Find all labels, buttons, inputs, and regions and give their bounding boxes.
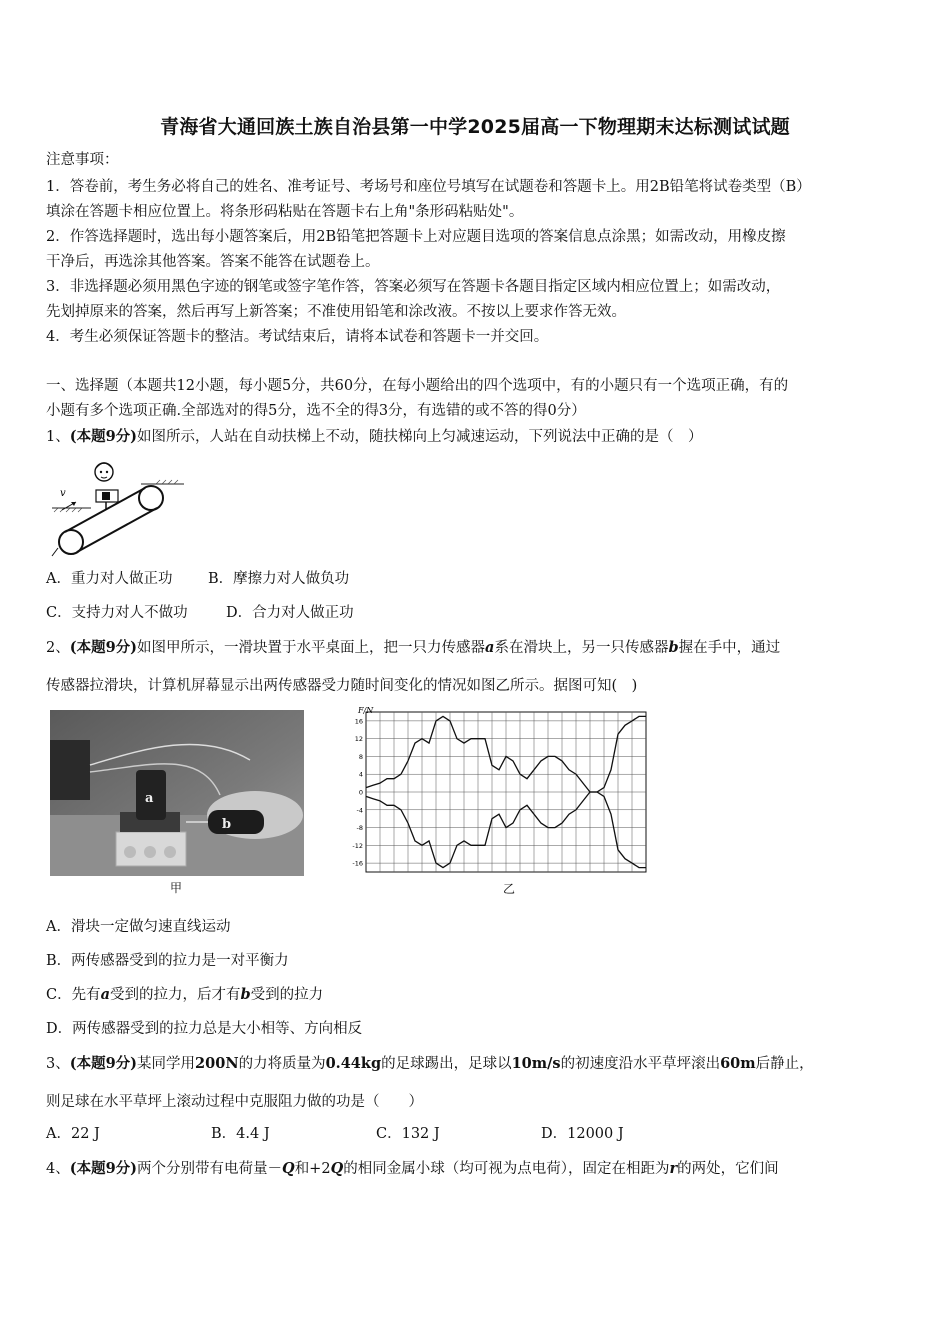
question-3-number: 3、 bbox=[46, 1056, 70, 1072]
question-1-stem bbox=[46, 427, 908, 447]
q1-option-d[interactable]: D．合力对人做正功 bbox=[226, 605, 354, 621]
question-3-score: (本题9分) bbox=[69, 1055, 138, 1072]
sensor-b-label: b bbox=[222, 817, 232, 832]
chart-tick-label: -12 bbox=[352, 841, 363, 850]
velocity-label: v bbox=[60, 488, 66, 499]
hatching-right bbox=[156, 480, 178, 484]
block-hole-1 bbox=[124, 846, 136, 858]
q4-charge-2: Q bbox=[330, 1160, 344, 1177]
person-torso bbox=[102, 492, 110, 500]
chart-y-axis-label: F/N bbox=[358, 706, 374, 715]
question-4-stem-line-1 bbox=[46, 1159, 908, 1179]
notice-line-6: 先划掉原来的答案，然后再写上新答案；不准使用铅笔和涂改液。不按以上要求作答无效。 bbox=[46, 304, 626, 320]
q3-text-5: 后静止， bbox=[755, 1056, 814, 1072]
question-2-number: 2、 bbox=[46, 640, 70, 656]
q2-option-c-text-2: 受到的拉力，后才有 bbox=[110, 987, 241, 1003]
caption-jia: 甲 bbox=[170, 881, 183, 895]
caption-yi: 乙 bbox=[503, 882, 516, 896]
q2-option-c-text-3: 受到的拉力 bbox=[250, 987, 324, 1003]
q1-option-b[interactable]: B．摩擦力对人做负功 bbox=[208, 571, 350, 587]
q3-option-a[interactable]: A．22 J bbox=[46, 1126, 100, 1142]
q2-option-c-symbol-a: a bbox=[100, 986, 111, 1003]
question-3-stem-line-1 bbox=[46, 1054, 908, 1074]
sensor-a-symbol: a bbox=[485, 639, 495, 656]
q4-text-4: 的两处，它们间 bbox=[677, 1161, 779, 1177]
question-2-score: (本题9分) bbox=[69, 639, 138, 656]
photo-jia bbox=[50, 710, 304, 876]
chart-y-ticks bbox=[352, 717, 363, 867]
page-title: 青海省大通回族土族自治县第一中学2025届高一下物理期末达标测试试题 bbox=[160, 116, 790, 138]
question-2-text-2: 系在滑块上，另一只传感器 bbox=[494, 640, 669, 656]
notice-heading: 注意事项： bbox=[46, 152, 119, 168]
chart-tick-label: 16 bbox=[354, 717, 363, 726]
q3-mass-value: 0.44kg bbox=[325, 1055, 382, 1072]
q3-text-3: 的足球踢出，足球以 bbox=[381, 1056, 512, 1072]
chart-tick-label: -16 bbox=[352, 859, 363, 868]
block-hole-3 bbox=[164, 846, 176, 858]
chart-tick-label: -8 bbox=[356, 824, 363, 833]
notice-line-4: 干净后，再选涂其他答案。答案不能答在试题卷上。 bbox=[46, 254, 380, 270]
q2-option-a[interactable]: A．滑块一定做匀速直线运动 bbox=[46, 919, 231, 935]
q4-text-1: 两个分别带有电荷量－ bbox=[137, 1161, 283, 1177]
question-3-stem-line-2: 则足球在水平草坪上滚动过程中克服阻力做的功是（ ） bbox=[46, 1094, 423, 1110]
q4-text-3: 的相同金属小球（均可视为点电荷），固定在相距为 bbox=[343, 1161, 670, 1177]
q2-option-c-symbol-b: b bbox=[240, 986, 251, 1003]
person-eye-right bbox=[106, 471, 108, 473]
question-2-stem-line-2: 传感器拉滑块，计算机屏幕显示出两传感器受力随时间变化的情况如图乙所示。据图可知( ) bbox=[46, 678, 638, 694]
chart-tick-label: 8 bbox=[358, 752, 363, 761]
force-time-chart bbox=[340, 704, 652, 876]
notice-line-2: 填涂在答题卡相应位置上。将条形码粘贴在答题卡右上角"条形码粘贴处"。 bbox=[46, 204, 524, 220]
q1-option-a[interactable]: A．重力对人做正功 bbox=[46, 571, 173, 587]
q3-speed-value: 10m/s bbox=[511, 1055, 561, 1072]
chart-grid bbox=[366, 712, 646, 872]
question-4-number: 4、 bbox=[46, 1161, 70, 1177]
chart-tick-label: 4 bbox=[358, 770, 363, 779]
q2-option-c-text-1: C．先有 bbox=[46, 987, 101, 1003]
section-1-line-2: 小题有多个选项正确.全部选对的得5分，选不全的得3分，有选错的或不答的得0分） bbox=[46, 403, 586, 419]
person-eye-left bbox=[100, 471, 102, 473]
base-mark bbox=[52, 548, 58, 556]
question-2-text-3: 握在手中，通过 bbox=[678, 640, 781, 656]
q3-text-1: 某同学用 bbox=[137, 1056, 196, 1072]
chart-tick-label: -4 bbox=[356, 806, 363, 815]
escalator-figure bbox=[46, 452, 191, 562]
sensor-a-label: a bbox=[145, 791, 154, 806]
q4-text-2: 和+2 bbox=[294, 1161, 331, 1177]
device-box bbox=[50, 740, 90, 800]
sensor-b bbox=[208, 810, 264, 834]
block-hole-2 bbox=[144, 846, 156, 858]
section-1-line-1: 一、选择题（本题共12小题，每小题5分，共60分，在每小题给出的四个选项中，有的小题只有一个选项正确，有的 bbox=[46, 378, 789, 394]
question-2-stem-line-1 bbox=[46, 638, 908, 658]
q3-text-4: 的初速度沿水平草坪滚出 bbox=[560, 1056, 721, 1072]
q3-text-2: 的力将质量为 bbox=[238, 1056, 326, 1072]
q3-option-b[interactable]: B．4.4 J bbox=[211, 1126, 270, 1142]
notice-line-5: 3．非选择题必须用黑色字迹的钢笔或签字笔作答，答案必须写在答题卡各题目指定区域内相应位置上；如需改动， bbox=[46, 279, 781, 295]
question-1-number: 1、 bbox=[46, 429, 70, 445]
q4-distance-r: r bbox=[669, 1160, 678, 1177]
notice-line-7: 4．考生必须保证答题卡的整洁。考试结束后，请将本试卷和答题卡一并交回。 bbox=[46, 329, 549, 345]
question-1-score: (本题9分) bbox=[69, 428, 138, 445]
q2-option-b[interactable]: B．两传感器受到的拉力是一对平衡力 bbox=[46, 953, 289, 969]
question-2-text-1: 如图甲所示，一滑块置于水平桌面上，把一只力传感器 bbox=[137, 640, 486, 656]
q1-option-c[interactable]: C．支持力对人不做功 bbox=[46, 605, 188, 621]
question-4-score: (本题9分) bbox=[69, 1160, 138, 1177]
chart-tick-label: 0 bbox=[358, 788, 363, 797]
belt-bottom bbox=[77, 508, 157, 552]
question-1-text: 如图所示，人站在自动扶梯上不动，随扶梯向上匀减速运动，下列说法中正确的是（ ） bbox=[137, 429, 703, 445]
q3-distance-value: 60m bbox=[720, 1055, 756, 1072]
q4-charge-1: Q bbox=[282, 1160, 295, 1177]
notice-line-1: 1．答卷前，考生务必将自己的姓名、准考证号、考场号和座位号填写在试题卷和答题卡上。用2B铅笔将试卷类型（B） bbox=[46, 179, 811, 195]
sensor-b-symbol: b bbox=[668, 639, 679, 656]
q3-option-d[interactable]: D．12000 J bbox=[541, 1126, 624, 1142]
q2-option-c[interactable] bbox=[46, 985, 323, 1005]
q3-force-value: 200N bbox=[195, 1055, 239, 1072]
q3-option-c[interactable]: C．132 J bbox=[376, 1126, 440, 1142]
chart-tick-label: 12 bbox=[354, 735, 363, 744]
q2-option-d[interactable]: D．两传感器受到的拉力总是大小相等、方向相反 bbox=[46, 1021, 363, 1037]
notice-line-3: 2．作答选择题时，选出每小题答案后，用2B铅笔把答题卡上对应题目选项的答案信息点涂黑；如需改动，用橡皮擦 bbox=[46, 229, 786, 245]
hatching-left bbox=[54, 508, 82, 512]
